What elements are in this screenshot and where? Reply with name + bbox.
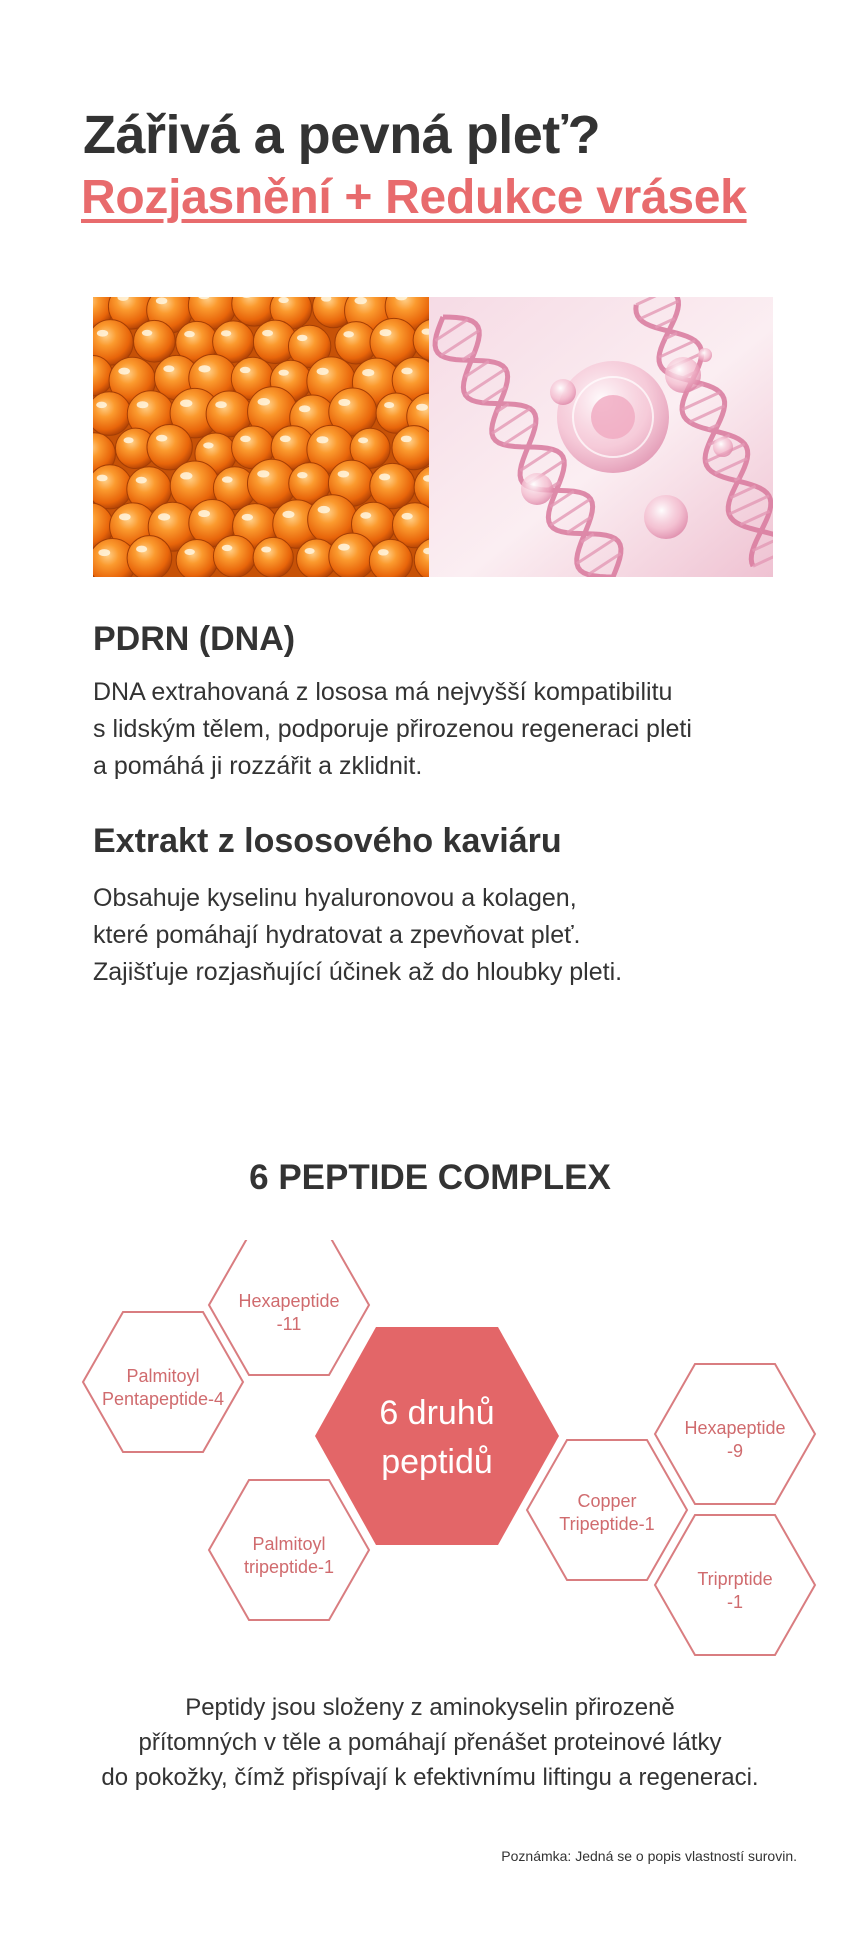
svg-text:Pentapeptide-4: Pentapeptide-4 <box>101 1389 225 1409</box>
hero-image <box>93 297 773 577</box>
svg-text:-11: -11 <box>276 1314 302 1334</box>
center-line1: 6 druhů <box>379 1394 495 1432</box>
peptide-hexagon-copper-tripeptide-1 <box>527 1440 687 1580</box>
ingredients-note: Poznámka: Jedná se o popis vlastností surovin. <box>501 1848 797 1864</box>
center-line2: peptidů <box>381 1443 493 1481</box>
dna-helix-photo <box>429 297 773 577</box>
peptide-hexagon-hexapeptide-9 <box>655 1364 815 1504</box>
svg-text:Copper: Copper <box>577 1491 637 1511</box>
peptide-hexagon-palmitoyl-pentapeptide-4 <box>83 1312 243 1452</box>
svg-text:Palmitoyl: Palmitoyl <box>252 1534 326 1554</box>
svg-text:-1: -1 <box>726 1592 744 1612</box>
peptide-hexagon-triprptide-1 <box>655 1515 815 1655</box>
svg-text:-9: -9 <box>726 1441 744 1461</box>
peptide-hexagon-diagram <box>0 1240 860 1680</box>
pdrn-description: DNA extrahovaná z lososa má nejvyšší kompatibilitu s lidským tělem, podporuje přirozenou regeneraci pleti a pomáhá ji rozzářit a zklidnit. <box>93 678 692 780</box>
peptide-hexagon-hexapeptide-11 <box>209 1240 369 1375</box>
caviar-description: Obsahuje kyselinu hyaluronovou a kolagen, které pomáhají hydratovat a zpevňovat pleť. Zajišťuje rozjasňující účinek až do hloubky pleti. <box>93 884 623 986</box>
pdrn-title: PDRN (DNA) <box>93 620 296 658</box>
svg-text:Palmitoyl: Palmitoyl <box>126 1366 200 1386</box>
svg-text:tripeptide-1: tripeptide-1 <box>243 1557 335 1577</box>
svg-text:Hexapeptide: Hexapeptide <box>238 1291 340 1311</box>
peptide-complex-title: 6 PEPTIDE COMPLEX <box>249 1158 611 1197</box>
peptide-description: Peptidy jsou složeny z aminokyselin přirozeně přítomných v těle a pomáhají přenášet proteinové látky do pokožky, čímž přispívají k efektivnímu liftingu a regeneraci. <box>101 1694 759 1791</box>
caviar-title: Extrakt z lososového kaviáru <box>93 822 562 860</box>
peptide-hexagon-palmitoyl-tripeptide-1 <box>209 1480 369 1620</box>
svg-text:Tripeptide-1: Tripeptide-1 <box>559 1514 655 1534</box>
salmon-roe-photo <box>93 297 458 577</box>
headline-benefits: Rozjasnění + Redukce vrásek <box>81 171 747 224</box>
svg-text:Hexapeptide: Hexapeptide <box>684 1418 786 1438</box>
center-hexagon <box>315 1327 559 1545</box>
svg-text:Triprptide: Triprptide <box>697 1569 773 1589</box>
headline-question: Zářivá a pevná pleť? <box>83 105 601 165</box>
